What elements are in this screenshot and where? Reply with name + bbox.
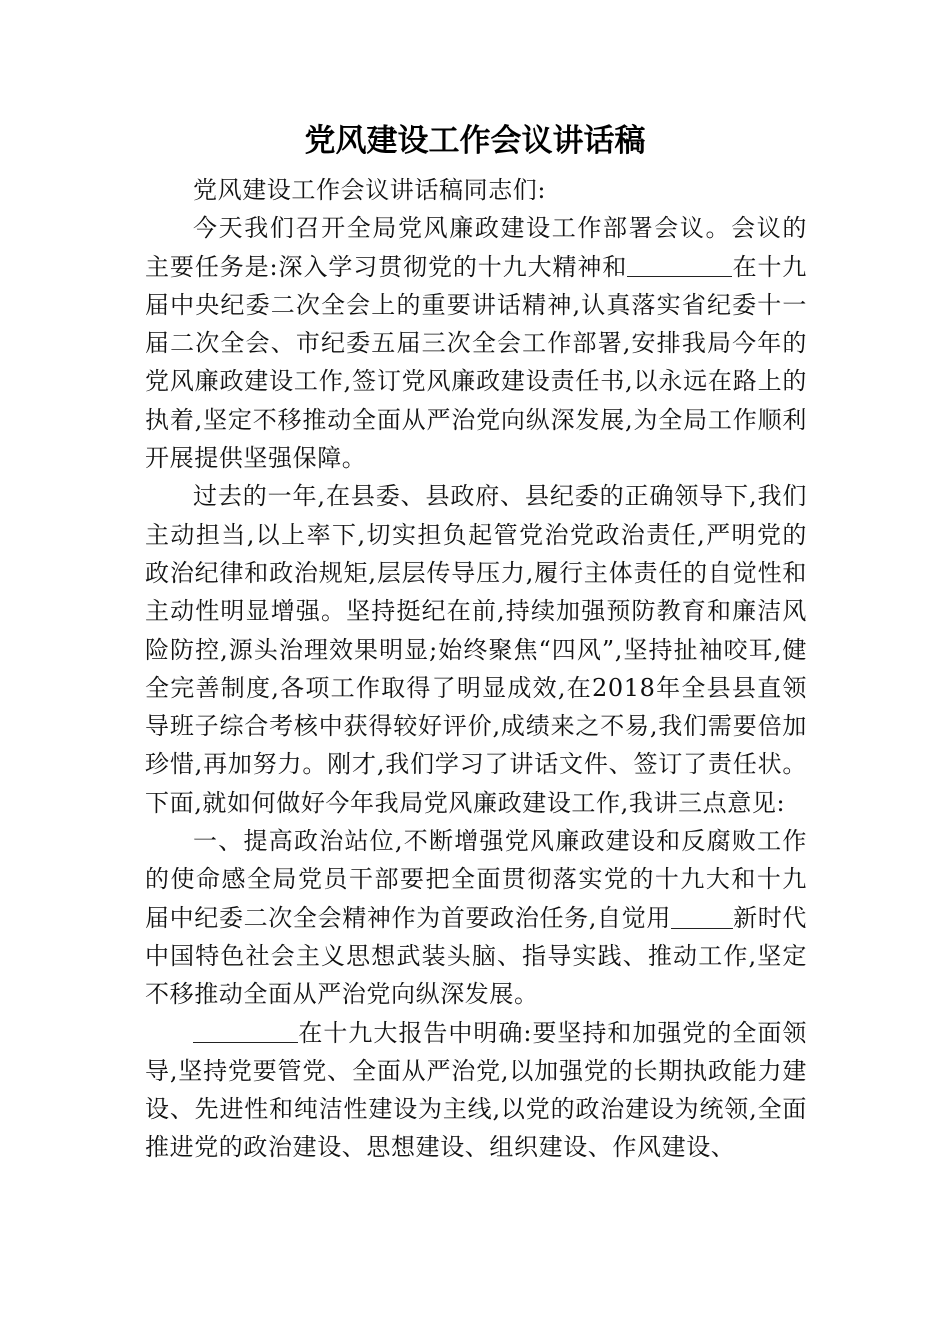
document-body [145,171,807,1167]
fill-in-blank [627,252,732,277]
greeting-paragraph: 党风建设工作会议讲话稿同志们: [193,176,547,204]
paragraph-2: 过去的一年,在县委、县政府、县纪委的正确领导下,我们主动担当,以上率下,切实担负起管党治党政治责任,严明党的政治纪律和政治规矩,层层传导压力,履行主体责任的自觉性和主动性明显增强。坚持挺纪在前,持续加强预防教育和廉洁风险防控,源头治理效果明显;始终聚焦“四风”,坚持扯袖咬耳,健全完善制度,各项工作取得了明显成效,在2018年全县县直领导班子综合考核中获得较好评价,成绩来之不易,我们需要倍加珍惜,再加努力。刚才,我们学习了讲话文件、签订了责任状。下面,就如何做好今年我局党风廉政建设工作,我讲三点意见: [145,482,807,817]
paragraph-1-text-a: 今天我们召开全局党风廉政建设工作部署会议。会议的主要任务是:深入学习贯彻党的十九大精神和 [145,214,807,281]
paragraph-3-text-a: 一、提高政治站位,不断增强党风廉政建设和反腐败工作的使命感全局党员干部要把全面贯彻落实党的十九大和十九届中纪委二次全会精神作为首要政治任务,自觉用 [145,827,807,932]
paragraph-1-text-b: 在十九届中央纪委二次全会上的重要讲话精神,认真落实省纪委十一届二次全会、市纪委五届三次全会工作部署,安排我局今年的党风廉政建设工作,签订党风廉政建设责任书,以永远在路上的执着,坚定不移推动全面从严治党向纵深发展,为全局工作顺利开展提供坚强保障。 [145,252,807,473]
fill-in-blank [671,904,733,929]
document-title: 党风建设工作会议讲话稿 [304,123,646,159]
fill-in-blank [193,1018,298,1043]
paragraph-3 [145,822,807,1013]
paragraph-4 [145,1014,807,1167]
paragraph-4-text-b: 在十九大报告中明确:要坚持和加强党的全面领导,坚持党要管党、全面从严治党,以加强党的长期执政能力建设、先进性和纯洁性建设为主线,以党的政治建设为统领,全面推进党的政治建设、思想建设、组织建设、作风建设、 [145,1018,807,1162]
paragraph-3-text-b: 新时代中国特色社会主义思想武装头脑、指导实践、推动工作,坚定不移推动全面从严治党向纵深发展。 [145,903,807,1009]
paragraph-1 [145,209,807,477]
